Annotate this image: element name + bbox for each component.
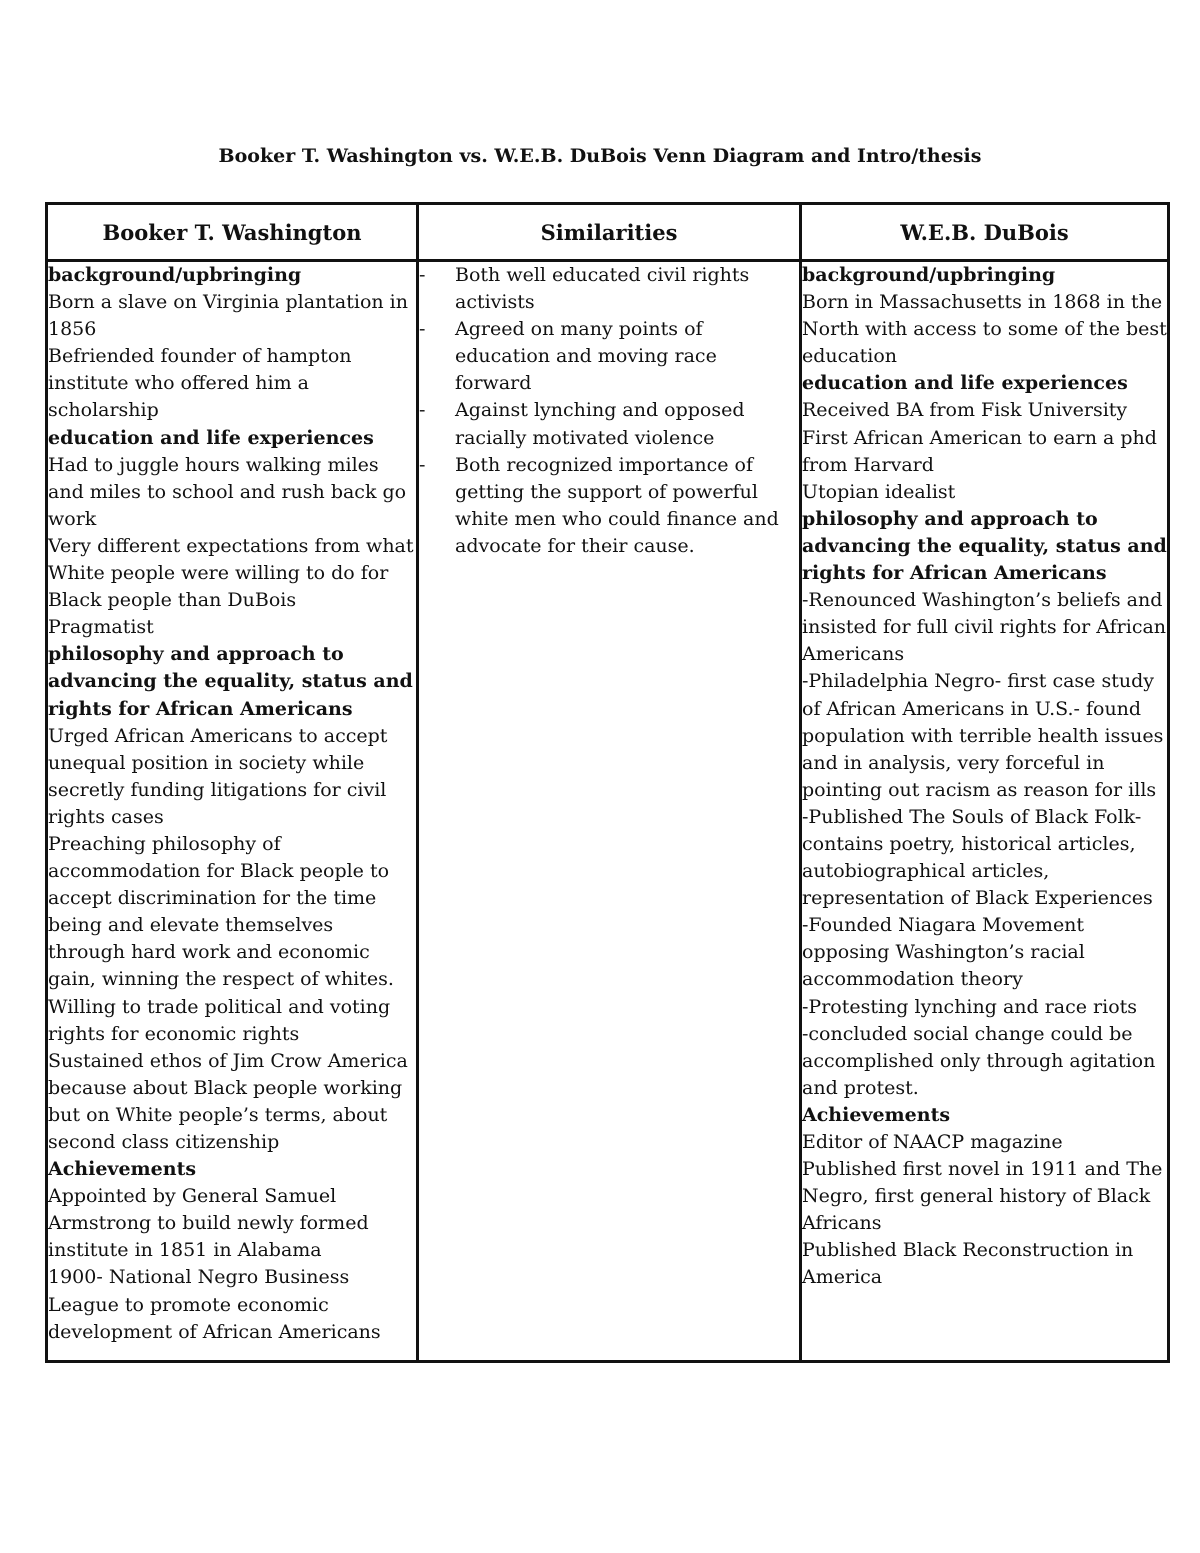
similarities-header: Similarities: [418, 204, 801, 261]
washington-line: Befriended founder of hampton institute who offered him a scholarship: [48, 345, 352, 422]
washington-line: Very different expectations from what White people were willing to do for Black people than DuBois: [48, 534, 414, 612]
dubois-line: Published Black Reconstruction in America: [802, 1239, 1134, 1289]
similarities-column: [418, 261, 801, 1362]
dash-bullet: -: [419, 399, 426, 422]
dubois-header: W.E.B. DuBois: [801, 204, 1169, 261]
washington-line: Urged African Americans to accept unequal position in society while secretly funding litigations for civil rights cases: [48, 724, 388, 828]
list-item: [419, 262, 799, 316]
venn-table: [45, 202, 1170, 1363]
washington-column: [47, 261, 418, 1362]
washington-line: Willing to trade political and voting rights for economic rights: [48, 995, 391, 1045]
page-title: Booker T. Washington vs. W.E.B. DuBois Venn Diagram and Intro/thesis: [218, 145, 982, 167]
similarity-text: Both recognized importance of getting the support of powerful white men who could finance and advocate for their cause.: [455, 453, 779, 557]
dubois-heading: Achievements: [802, 1103, 951, 1126]
washington-header: Booker T. Washington: [47, 204, 418, 261]
list-item: [419, 316, 799, 397]
dash-bullet: -: [419, 453, 426, 476]
list-item: [419, 452, 799, 560]
similarity-text: Both well educated civil rights activists: [455, 264, 750, 314]
dubois-line: -Founded Niagara Movement opposing Washington’s racial accommodation theory: [802, 914, 1085, 991]
dubois-line: Editor of NAACP magazine: [802, 1131, 1063, 1153]
washington-line: 1900- National Negro Business League to promote economic development of African Americans: [48, 1266, 381, 1343]
dubois-heading: education and life experiences: [802, 372, 1128, 395]
dubois-line: Published first novel in 1911 and The Negro, first general history of Black Africans: [802, 1158, 1163, 1235]
header-row: [47, 204, 1169, 261]
dubois-line: Received BA from Fisk University: [802, 399, 1128, 422]
washington-heading: background/upbringing: [48, 264, 302, 286]
dubois-line: -Published The Souls of Black Folk- contains poetry, historical articles, autobiographical articles, representation of Black Experiences: [802, 805, 1153, 910]
dash-bullet: -: [419, 264, 426, 286]
washington-heading: education and life experiences: [48, 426, 374, 449]
similarity-text: Agreed on many points of education and moving race forward: [455, 318, 717, 395]
dubois-column: [801, 261, 1169, 1362]
dubois-line: First African American to earn a phd from Harvard: [802, 426, 1157, 476]
washington-line: Preaching philosophy of accommodation for Black people to accept discrimination for the time being and elevate themselves through hard work and economic gain, winning the respect of whites.: [48, 832, 394, 991]
similarities-list: [419, 262, 799, 560]
washington-line: Born a slave on Virginia plantation in 1856: [48, 291, 408, 341]
similarity-text: Against lynching and opposed racially motivated violence: [455, 399, 745, 449]
dubois-line: Utopian idealist: [802, 480, 956, 503]
dubois-line: -Philadelphia Negro- first case study of African Americans in U.S.- found population with terrible health issues and in analysis, very forceful in pointing out racism as reason for ills: [802, 670, 1164, 801]
washington-line: Sustained ethos of Jim Crow America because about Black people working but on White people’s terms, about second class citizenship: [48, 1049, 408, 1153]
dubois-line: -Renounced Washington’s beliefs and insisted for full civil rights for African Americans: [802, 589, 1167, 666]
dubois-line: Born in Massachusetts in 1868 in the North with access to some of the best education: [802, 291, 1167, 368]
washington-line: Appointed by General Samuel Armstrong to build newly formed institute in 1851 in Alabama: [48, 1185, 369, 1262]
dubois-line: -concluded social change could be accomplished only through agitation and protest.: [802, 1022, 1156, 1099]
dubois-heading: philosophy and approach to advancing the equality, status and rights for African Americans: [802, 507, 1167, 585]
dash-bullet: -: [419, 318, 426, 341]
washington-line: Had to juggle hours walking miles and miles to school and rush back go work: [48, 453, 407, 530]
body-row: [47, 261, 1169, 1362]
dubois-line: -Protesting lynching and race riots: [802, 995, 1138, 1018]
list-item: [419, 397, 799, 451]
dubois-heading: background/upbringing: [802, 264, 1056, 286]
washington-heading: Achievements: [48, 1158, 197, 1181]
washington-line: Pragmatist: [48, 616, 154, 639]
washington-heading: philosophy and approach to advancing the equality, status and rights for African Americans: [48, 643, 413, 720]
